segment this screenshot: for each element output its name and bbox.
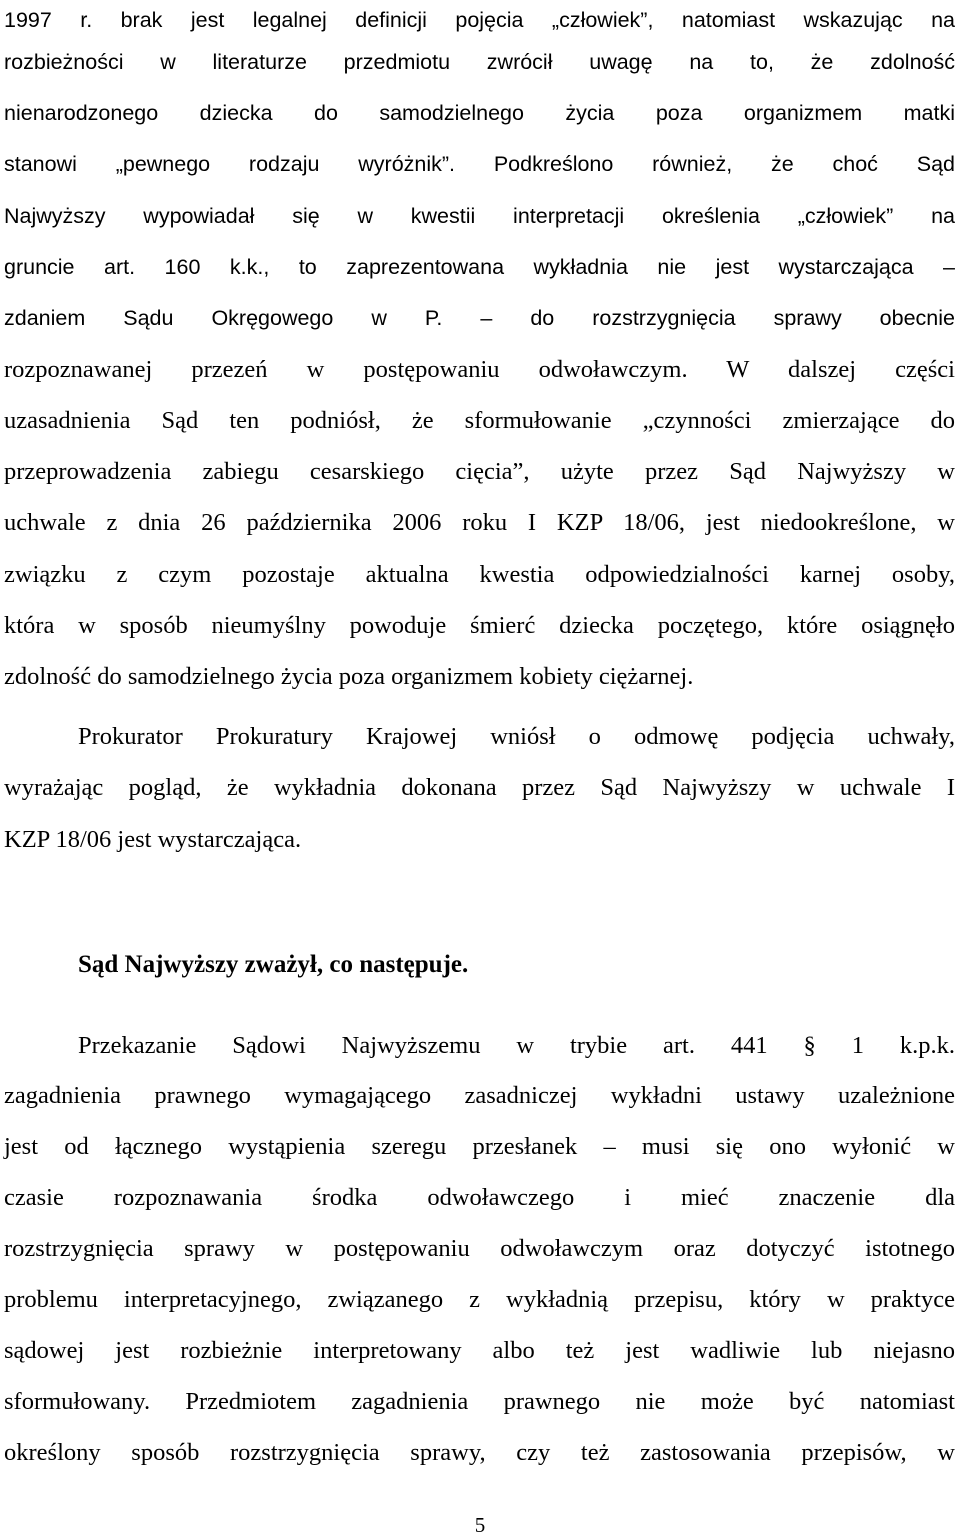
- paragraph-3-line-8: sformułowany. Przedmiotem zagadnienia prawnego nie może być natomiast: [4, 1388, 955, 1415]
- paragraph-1-line-14: zdolność do samodzielnego życia poza organizmem kobiety ciężarnej.: [4, 663, 694, 690]
- paragraph-1-line-1: 1997 r. brak jest legalnej definicji pojęcia „człowiek”, natomiast wskazując na: [4, 8, 955, 32]
- paragraph-1-line-4: stanowi „pewnego rodzaju wyróżnik”. Podkreślono również, że choć Sąd: [4, 152, 955, 176]
- paragraph-2-line-1: Prokurator Prokuratury Krajowej wniósł o odmowę podjęcia uchwały,: [78, 723, 955, 750]
- paragraph-1-line-8: rozpoznawanej przezeń w postępowaniu odwoławczym. W dalszej części: [4, 356, 955, 383]
- paragraph-1-line-9: uzasadnienia Sąd ten podniósł, że sformułowanie „czynności zmierzające do: [4, 407, 955, 434]
- paragraph-2-line-3: KZP 18/06 jest wystarczająca.: [4, 826, 302, 853]
- paragraph-3-line-1: Przekazanie Sądowi Najwyższemu w trybie art. 441 § 1 k.p.k.: [78, 1032, 955, 1059]
- paragraph-1-line-12: związku z czym pozostaje aktualna kwestia odpowiedzialności karnej osoby,: [4, 561, 955, 588]
- paragraph-3-line-2: zagadnienia prawnego wymagającego zasadniczej wykładni ustawy uzależnione: [4, 1082, 955, 1109]
- paragraph-1-line-5: Najwyższy wypowiadał się w kwestii interpretacji określenia „człowiek” na: [4, 204, 955, 228]
- paragraph-1-line-7: zdaniem Sądu Okręgowego w P. – do rozstrzygnięcia sprawy obecnie: [4, 306, 955, 330]
- paragraph-1-line-6: gruncie art. 160 k.k., to zaprezentowana wykładnia nie jest wystarczająca –: [4, 255, 955, 279]
- paragraph-3-line-4: czasie rozpoznawania środka odwoławczego i mieć znaczenie dla: [4, 1184, 955, 1211]
- paragraph-3-line-5: rozstrzygnięcia sprawy w postępowaniu odwoławczym oraz dotyczyć istotnego: [4, 1235, 955, 1262]
- paragraph-1-line-13: która w sposób nieumyślny powoduje śmierć dziecka poczętego, które osiągnęło: [4, 612, 955, 639]
- paragraph-3-line-3: jest od łącznego wystąpienia szeregu przesłanek – musi się ono wyłonić w: [4, 1133, 955, 1160]
- paragraph-3-line-7: sądowej jest rozbieżnie interpretowany albo też jest wadliwie lub niejasno: [4, 1337, 955, 1364]
- page-number: 5: [474, 1513, 486, 1537]
- section-heading: Sąd Najwyższy zważył, co następuje.: [78, 951, 469, 978]
- paragraph-3-line-9: określony sposób rozstrzygnięcia sprawy, czy też zastosowania przepisów, w: [4, 1439, 955, 1466]
- paragraph-2-line-2: wyrażając pogląd, że wykładnia dokonana przez Sąd Najwyższy w uchwale I: [4, 774, 955, 801]
- paragraph-1-line-10: przeprowadzenia zabiegu cesarskiego cięcia”, użyte przez Sąd Najwyższy w: [4, 458, 955, 485]
- paragraph-1-line-3: nienarodzonego dziecka do samodzielnego życia poza organizmem matki: [4, 101, 955, 125]
- paragraph-1-line-2: rozbieżności w literaturze przedmiotu zwrócił uwagę na to, że zdolność: [4, 50, 955, 74]
- paragraph-3-line-6: problemu interpretacyjnego, związanego z wykładnią przepisu, który w praktyce: [4, 1286, 955, 1313]
- paragraph-1-line-11: uchwale z dnia 26 października 2006 roku I KZP 18/06, jest niedookreślone, w: [4, 509, 955, 536]
